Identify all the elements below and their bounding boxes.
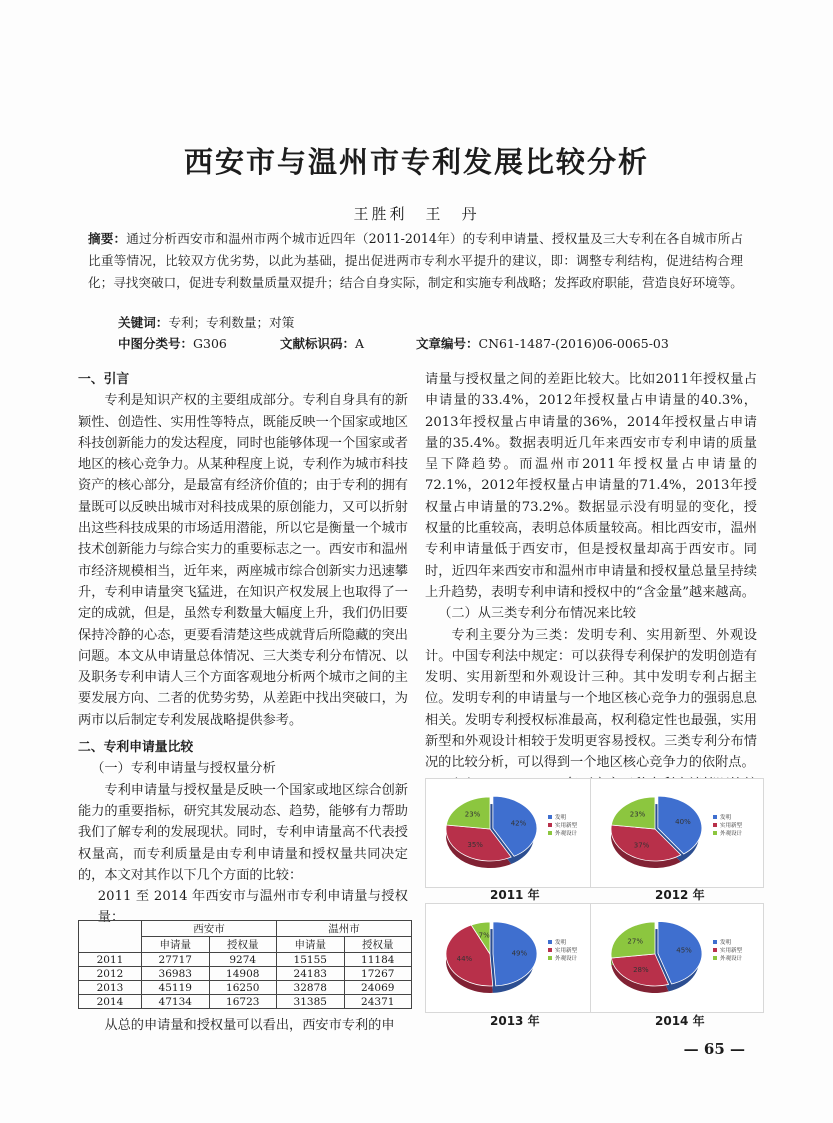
authors: 王胜利 王 丹: [353, 205, 480, 223]
table-subheader: 授权量: [209, 937, 277, 953]
pie-data-label: 28%: [633, 966, 649, 975]
pie-panel-2014: [590, 903, 764, 1013]
keywords-text: 专利；专利数量；对策: [168, 315, 295, 330]
subsection-heading: （一）专利申请量与授权量分析: [91, 761, 276, 777]
legend-swatch: [548, 956, 552, 960]
pie-data-label: 40%: [675, 818, 691, 827]
pie-data-label: 49%: [511, 949, 528, 958]
legend-entry: 实用新型: [555, 823, 578, 829]
legend-swatch: [713, 956, 717, 960]
pie-data-label: 23%: [464, 810, 481, 819]
pie-panel-2011: [425, 778, 599, 888]
chart-year-label: 2014 年: [655, 1014, 705, 1028]
legend-swatch: [548, 823, 552, 827]
legend-entry: 发明: [555, 940, 567, 946]
pie-chart-2014: [591, 904, 763, 1012]
table-subheader: 申请量: [142, 937, 210, 953]
chart-year-label: 2012 年: [655, 888, 705, 902]
pie-data-label: 42%: [510, 819, 527, 828]
legend-entry: 实用新型: [720, 823, 743, 829]
legend-entry: 发明: [720, 815, 732, 821]
legend-swatch: [713, 940, 717, 944]
legend-entry: 发明: [720, 940, 732, 946]
pie-panel-2012: [590, 778, 764, 888]
legend-entry: 外观设计: [720, 956, 743, 962]
patent-table: [78, 920, 412, 1009]
keywords-label: 关键词：: [118, 315, 169, 330]
article-number: 文章编号：CN61-1487-(2016)06-0065-03: [416, 336, 669, 351]
clc-number: 中图分类号：G306: [118, 336, 227, 351]
table-row: 2011 27717 9274 15155 11184: [79, 953, 412, 967]
paragraph-continued: 从总的申请量和授权量可以看出，西安市专利的申: [104, 1018, 395, 1033]
pie-data-label: 45%: [676, 946, 692, 955]
table-row: 2014 47134 16723 31385 24371: [79, 995, 412, 1009]
pie-chart-2011: [426, 779, 598, 887]
table-caption: 2011 至 2014 年西安市与温州市专利申请量与授权量：: [97, 889, 408, 926]
legend-swatch: [548, 831, 552, 835]
paragraph: 专利主要分为三类：发明专利、实用新型、外观设计。中国专利法中规定：可以获得专利保护的发明创造有发明、实用新型和外观设计三种。其中发明专利占据主位。发明专利的申请量与一个地区核心竞争力的强弱息息相关。发明专利授权标准最高，权利稳定性也最强，实用新型和外观设计相较于发明更容易授权。三类专利分布情况的比较分析，可以得到一个地区核心竞争力的依附点。: [425, 627, 757, 771]
pie-data-label: 7%: [478, 931, 490, 940]
pie-data-label: 37%: [633, 841, 650, 850]
chart-year-label: 2013 年: [490, 1014, 540, 1028]
legend-swatch: [548, 948, 552, 952]
legend-swatch: [713, 831, 717, 835]
legend-swatch: [713, 815, 717, 819]
legend-entry: 实用新型: [720, 948, 743, 954]
legend-swatch: [713, 823, 717, 827]
table-row: 2012 36983 14908 24183 17267: [79, 967, 412, 981]
table-row: 2013 45119 16250 32878 24069: [79, 981, 412, 995]
chart-year-label: 2011 年: [490, 888, 540, 902]
table-header-row: [79, 921, 412, 937]
paragraph: 专利申请量与授权量是反映一个国家或地区综合创新能力的重要指标，研究其发展动态、趋势，能够有力帮助我们了解专利的发展现状。同时，专利申请量高不代表授权量高，而专利质量是由专利申请量和授权量共同决定的，本文对其作以下几个方面的比较：: [78, 782, 408, 883]
abstract-label: 摘要：: [88, 231, 127, 246]
table-subheader: 申请量: [277, 937, 345, 953]
pie-chart-2013: [426, 904, 598, 1012]
legend-entry: 外观设计: [555, 831, 578, 837]
subsection-heading: （二）从三类专利分布情况来比较: [438, 606, 636, 622]
page-number: — 65 —: [683, 1040, 745, 1058]
pie-data-label: 35%: [467, 840, 483, 849]
table-city-header: 西安市: [142, 921, 277, 937]
pie-data-label: 27%: [627, 937, 643, 946]
abstract: [88, 228, 743, 294]
paper-title: 西安市与温州市专利发展比较分析: [183, 145, 649, 179]
left-column: [78, 369, 408, 929]
legend-swatch: [548, 940, 552, 944]
legend-entry: 实用新型: [555, 948, 578, 954]
legend-swatch: [713, 948, 717, 952]
section-heading-2: 二、专利申请量比较: [78, 740, 194, 756]
paragraph: 请量与授权量之间的差距比较大。比如2011年授权量占申请量的33.4%，2012年授权量占申请量的40.3%，2013年授权量占申请量的36%，2014年授权量占申请量的35.4%。数据表明近几年来西安市专利申请的质量呈下降趋势。而温州市2011年授权量占申请量的72.1%，2012年授权量占申请量的71.4%，2013年授权量占申请量的73.2%。数据显示没有明显的变化，授权量的比重较高，表明总体质量较高。相比西安市，温州专利申请量低于西安市，但是授权量却高于西安市。同时，近四年来西安市和温州市申请量和授权量总量呈持续上升趋势，表明专利申请和授权中的“含金量”越来越高。: [425, 372, 757, 600]
pie-panel-2013: [425, 903, 599, 1013]
right-column: [425, 369, 757, 816]
pie-data-label: 23%: [629, 810, 646, 819]
paragraph: 专利是知识产权的主要组成部分。专利自身具有的新颖性、创造性、实用性等特点，既能反映一个国家或地区科技创新能力的发达程度，同时也能够体现一个国家或者地区的核心竞争力。从某种程度上说，专利作为城市科技资产的核心部分，是最富有经济价值的；由于专利的拥有量既可以反映出城市对科技成果的原创能力，又可以折射出这些科技成果的市场适用潜能，所以它是衡量一个城市技术创新能力与综合实力的重要标志之一。西安市和温州市经济规模相当，近年来，两座城市综合创新实力迅速攀升，专利申请量突飞猛进，在知识产权发展上也取得了一定的成就，但是，虽然专利数量大幅度上升，我们仍旧要保持冷静的心态，更要看清楚这些成就背后所隐藏的突出问题。本文从申请量总体情况、三大类专利分布情况、以及职务专利申请人三个方面客观地分析两个城市之间的主要发展方向、二者的优势劣势，从差距中找出突破口，为两市以后制定专利发展战略提供参考。: [78, 393, 408, 728]
table-subheader: 授权量: [344, 937, 412, 953]
document-code: 文献标识码：A: [280, 336, 365, 351]
table-city-header: 温州市: [277, 921, 412, 937]
legend-swatch: [548, 815, 552, 819]
pie-data-label: 44%: [456, 954, 473, 963]
legend-entry: 外观设计: [720, 831, 743, 837]
legend-entry: 发明: [555, 815, 567, 821]
pie-chart-2012: [591, 779, 763, 887]
keywords: [118, 312, 294, 331]
legend-entry: 外观设计: [555, 956, 578, 962]
section-heading-intro: 一、引言: [78, 372, 130, 387]
abstract-text: 通过分析西安市和温州市两个城市近四年（2011-2014年）的专利申请量、授权量及三大专利在各自城市所占比重等情况，比较双方优劣势，以此为基础，提出促进两市专利水平提升的建议，即：调整专利结构，促进结构合理化；寻找突破口，促进专利数量质量双提升；结合自身实际，制定和实施专利战略；发挥政府职能，营造良好环境等。: [88, 231, 744, 290]
